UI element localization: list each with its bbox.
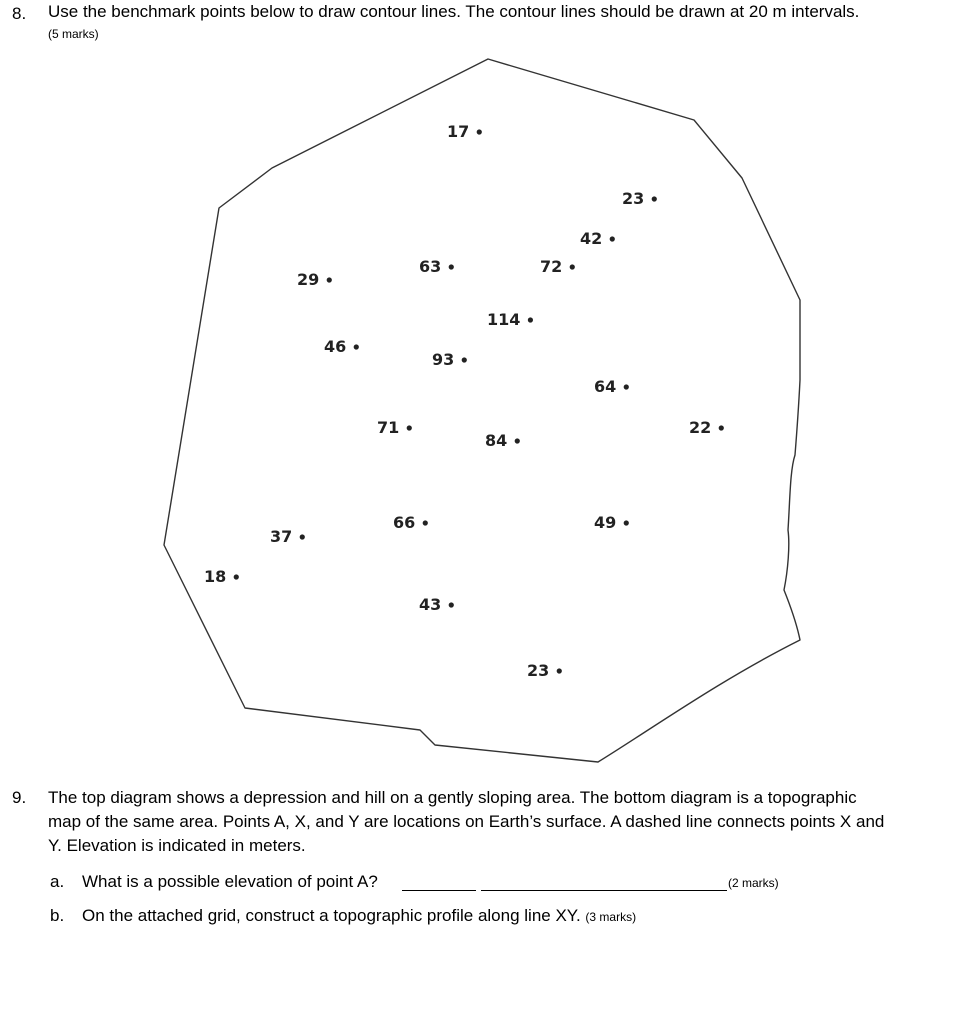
benchmark-label: 43: [419, 595, 442, 614]
benchmark-label: 71: [377, 418, 400, 437]
benchmark-label: 72: [540, 257, 563, 276]
question-9-number: 9.: [12, 788, 27, 807]
benchmark-dot: [449, 264, 454, 269]
benchmark-label: 66: [393, 513, 416, 532]
benchmark-label: 114: [487, 310, 521, 329]
question-9b-text-wrap: [82, 906, 636, 926]
benchmark-label: 23: [527, 661, 550, 680]
benchmark-dot: [515, 438, 520, 443]
benchmark-label: 64: [594, 377, 617, 396]
benchmark-dot: [570, 264, 575, 269]
question-9b-letter: b.: [50, 906, 65, 925]
question-9-line1: The top diagram shows a depression and hill on a gently sloping area. The bottom diagram is a topographic: [48, 788, 857, 807]
benchmark-dot: [234, 574, 239, 579]
benchmark-label: 49: [594, 513, 617, 532]
benchmark-dot: [624, 520, 629, 525]
question-9a-letter: a.: [50, 872, 65, 891]
question-9a-marks: (2 marks): [728, 876, 779, 890]
map-boundary: [164, 59, 800, 762]
benchmark-label: 22: [689, 418, 712, 437]
benchmark-label: 37: [270, 527, 293, 546]
benchmark-dot: [557, 668, 562, 673]
question-9-line2: map of the same area. Points A, X, and Y are locations on Earth’s surface. A dashed line connects points X and: [48, 812, 885, 831]
question-8-number: 8.: [12, 4, 27, 23]
benchmark-dot: [449, 602, 454, 607]
answer-line-long[interactable]: [481, 890, 727, 891]
benchmark-label: 84: [485, 431, 508, 450]
benchmark-label: 46: [324, 337, 347, 356]
benchmark-dot: [327, 277, 332, 282]
benchmark-dot: [423, 520, 428, 525]
benchmark-dot: [528, 317, 533, 322]
question-9b-text: On the attached grid, construct a topographic profile along line XY.: [82, 906, 581, 925]
benchmark-dot: [462, 357, 467, 362]
benchmark-dot: [407, 425, 412, 430]
benchmark-dot: [354, 344, 359, 349]
question-8-marks: (5 marks): [48, 27, 99, 41]
benchmark-label: 17: [447, 122, 470, 141]
benchmark-dot: [719, 425, 724, 430]
benchmark-points: [204, 122, 724, 680]
question-9a-text: What is a possible elevation of point A?: [82, 872, 378, 891]
benchmark-label: 63: [419, 257, 442, 276]
question-9-line3: Y. Elevation is indicated in meters.: [48, 836, 306, 855]
benchmark-dot: [652, 196, 657, 201]
benchmark-dot: [610, 236, 615, 241]
question-8-text: Use the benchmark points below to draw contour lines. The contour lines should be drawn at 20 m intervals.: [48, 2, 860, 21]
answer-line-short[interactable]: [402, 890, 476, 891]
benchmark-label: 42: [580, 229, 603, 248]
benchmark-dot: [300, 534, 305, 539]
question-9b-marks: (3 marks): [585, 910, 637, 924]
benchmark-dot: [477, 129, 482, 134]
benchmark-label: 23: [622, 189, 645, 208]
benchmark-label: 18: [204, 567, 227, 586]
benchmark-label: 29: [297, 270, 320, 289]
benchmark-dot: [624, 384, 629, 389]
benchmark-label: 93: [432, 350, 455, 369]
